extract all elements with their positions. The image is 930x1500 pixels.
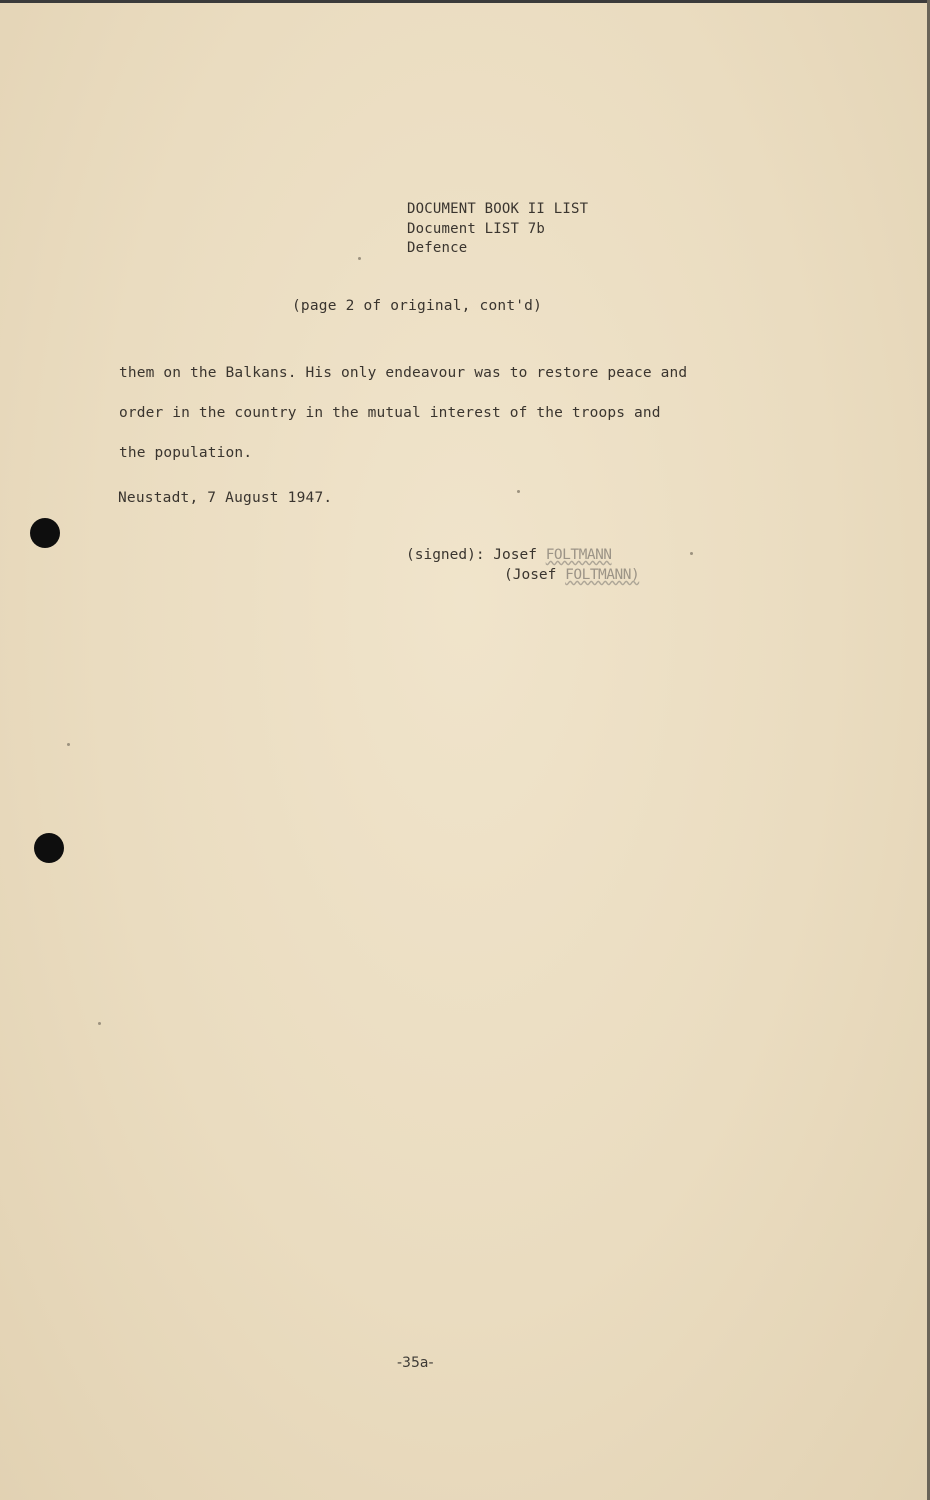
body-line-3: the population. xyxy=(119,445,253,461)
paper-speck xyxy=(690,552,693,555)
typed-name-line xyxy=(406,565,639,585)
body-line-2: order in the country in the mutual interest of the troops and xyxy=(119,405,661,421)
signature-block xyxy=(406,545,639,585)
signed-surname: FOLTMANN xyxy=(545,547,612,563)
page-number: -35a- xyxy=(397,1355,434,1371)
place-and-date: Neustadt, 7 August 1947. xyxy=(118,490,333,506)
punch-hole-bottom xyxy=(34,833,64,863)
body-paragraph xyxy=(119,353,687,473)
document-header xyxy=(407,200,588,259)
paper-speck xyxy=(358,257,361,260)
header-book-line: DOCUMENT BOOK II LIST xyxy=(407,201,589,217)
paper-speck xyxy=(98,1022,101,1025)
typed-first-name: (Josef xyxy=(504,567,557,583)
body-line-1: them on the Balkans. His only endeavour was to restore peace and xyxy=(119,365,688,381)
signed-label: (signed): Josef xyxy=(406,547,537,563)
page-top-edge xyxy=(0,0,930,3)
header-defence-line: Defence xyxy=(407,240,468,256)
page-continuation-note: (page 2 of original, cont'd) xyxy=(292,298,543,314)
paper-speck xyxy=(67,743,70,746)
typed-surname: FOLTMANN) xyxy=(565,567,640,583)
punch-hole-top xyxy=(30,518,60,548)
signed-line xyxy=(406,545,639,565)
header-document-line: Document LIST 7b xyxy=(407,220,546,237)
paper-speck xyxy=(517,490,520,493)
